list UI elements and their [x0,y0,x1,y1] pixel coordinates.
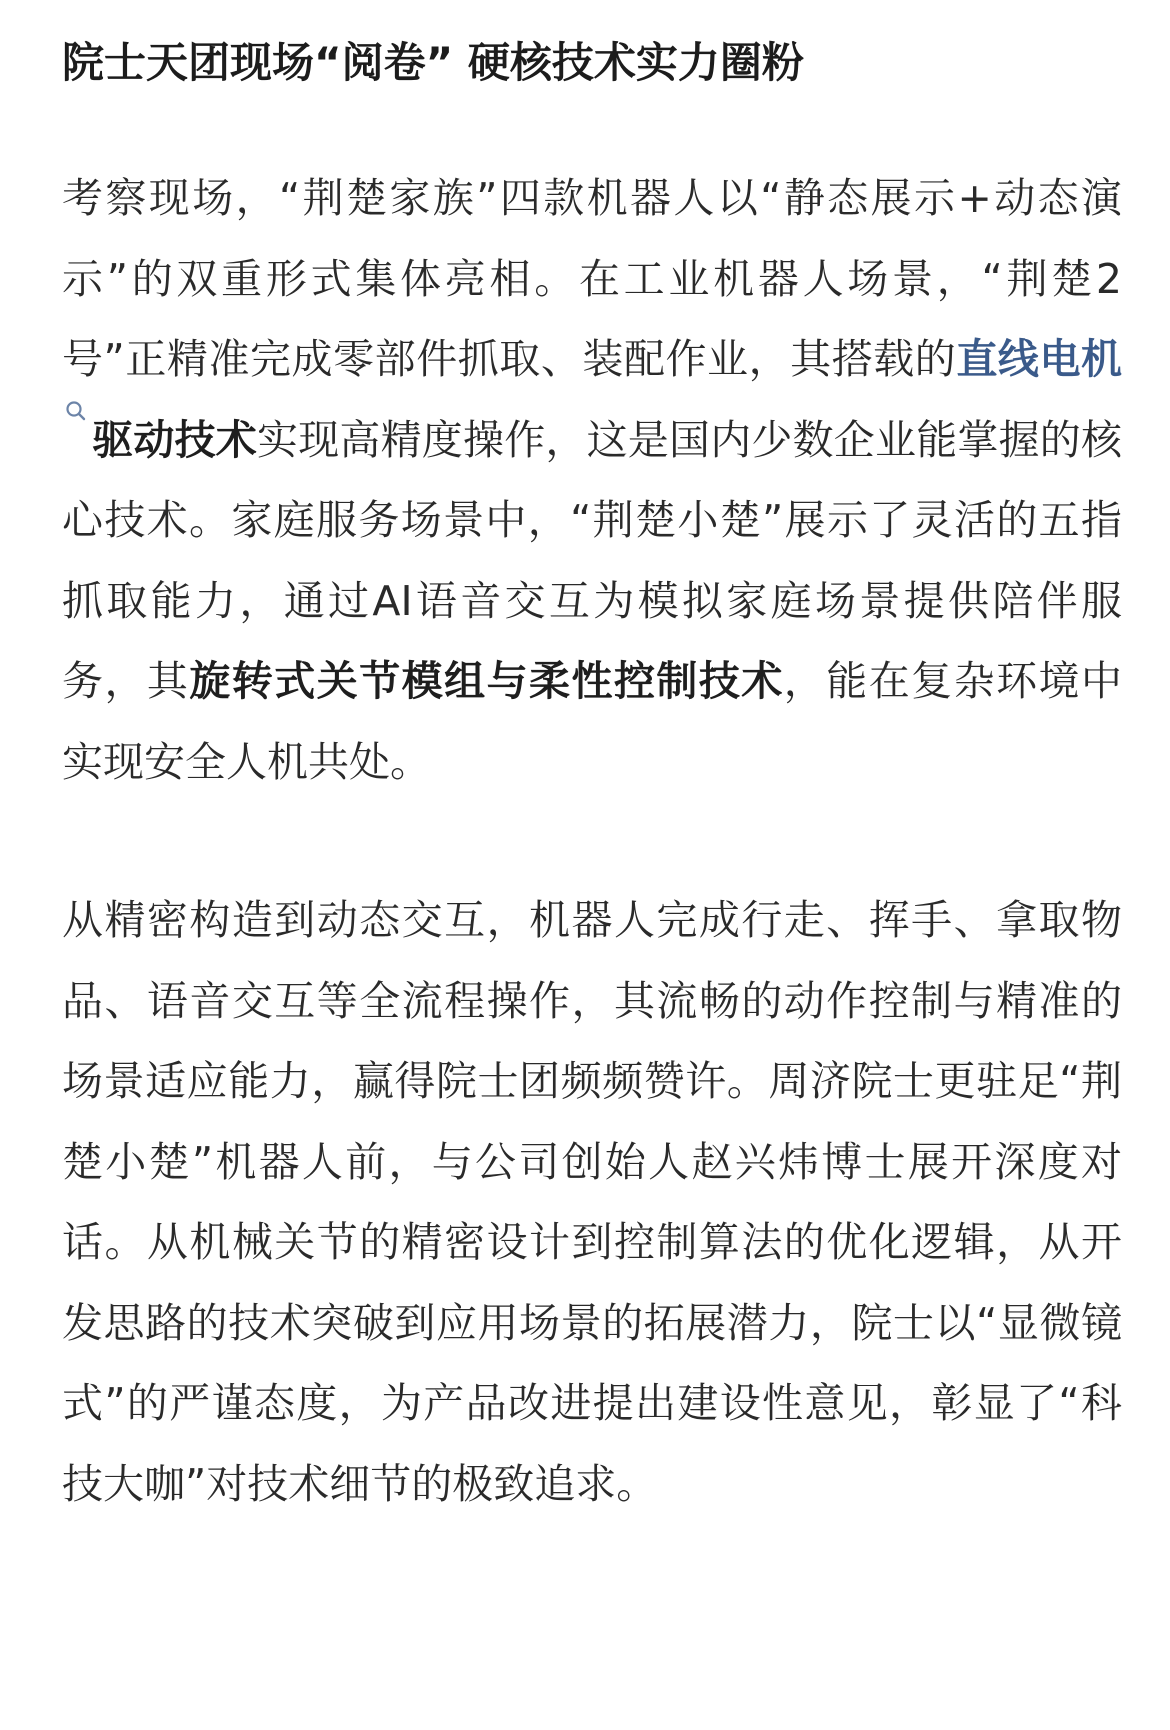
search-icon[interactable] [64,400,88,434]
paragraph-1-text-middle: 实现高精度操作，这是国内少数企业能掌握的核心技术。家庭服务场景中，“荆楚小楚”展示了灵活的五指抓取能力，通过AI语音交互为模拟家庭场景提供陪伴服务，其 [62,415,1122,705]
paragraph-1 [62,158,1122,802]
bold-phrase-drive-tech: 驱动技术 [92,415,257,464]
keyword-link-linear-motor[interactable]: 直线电机 [956,335,1122,383]
paragraph-1-text-before-link: 考察现场，“荆楚家族”四款机器人以“静态展示+动态演示”的双重形式集体亮相。在工业机器人场景，“荆楚2号”正精准完成零部件抓取、装配作业，其搭载的 [62,174,1122,383]
article [62,30,1122,1524]
headline: 院士天团现场“阅卷” 硬核技术实力圈粉 [62,38,804,87]
bold-phrase-joint-module: 旋转式关节模组与柔性控制技术 [189,657,784,705]
paragraph-2: 从精密构造到动态交互，机器人完成行走、挥手、拿取物品、语音交互等全流程操作，其流畅的动作控制与精准的场景适应能力，赢得院士团频频赞许。周济院士更驻足“荆楚小楚”机器人前，与公司创始人赵兴炜博士展开深度对话。从机械关节的精密设计到控制算法的优化逻辑，从开发思路的技术突破到应用场景的拓展潜力，院士以“显微镜式”的严谨态度，为产品改进提出建设性意见，彰显了“科技大咖”对技术细节的极致追求。 [62,896,1122,1508]
paragraph-1-text-end: ，能在复杂环境中实现安全人机共处。 [62,657,1123,786]
